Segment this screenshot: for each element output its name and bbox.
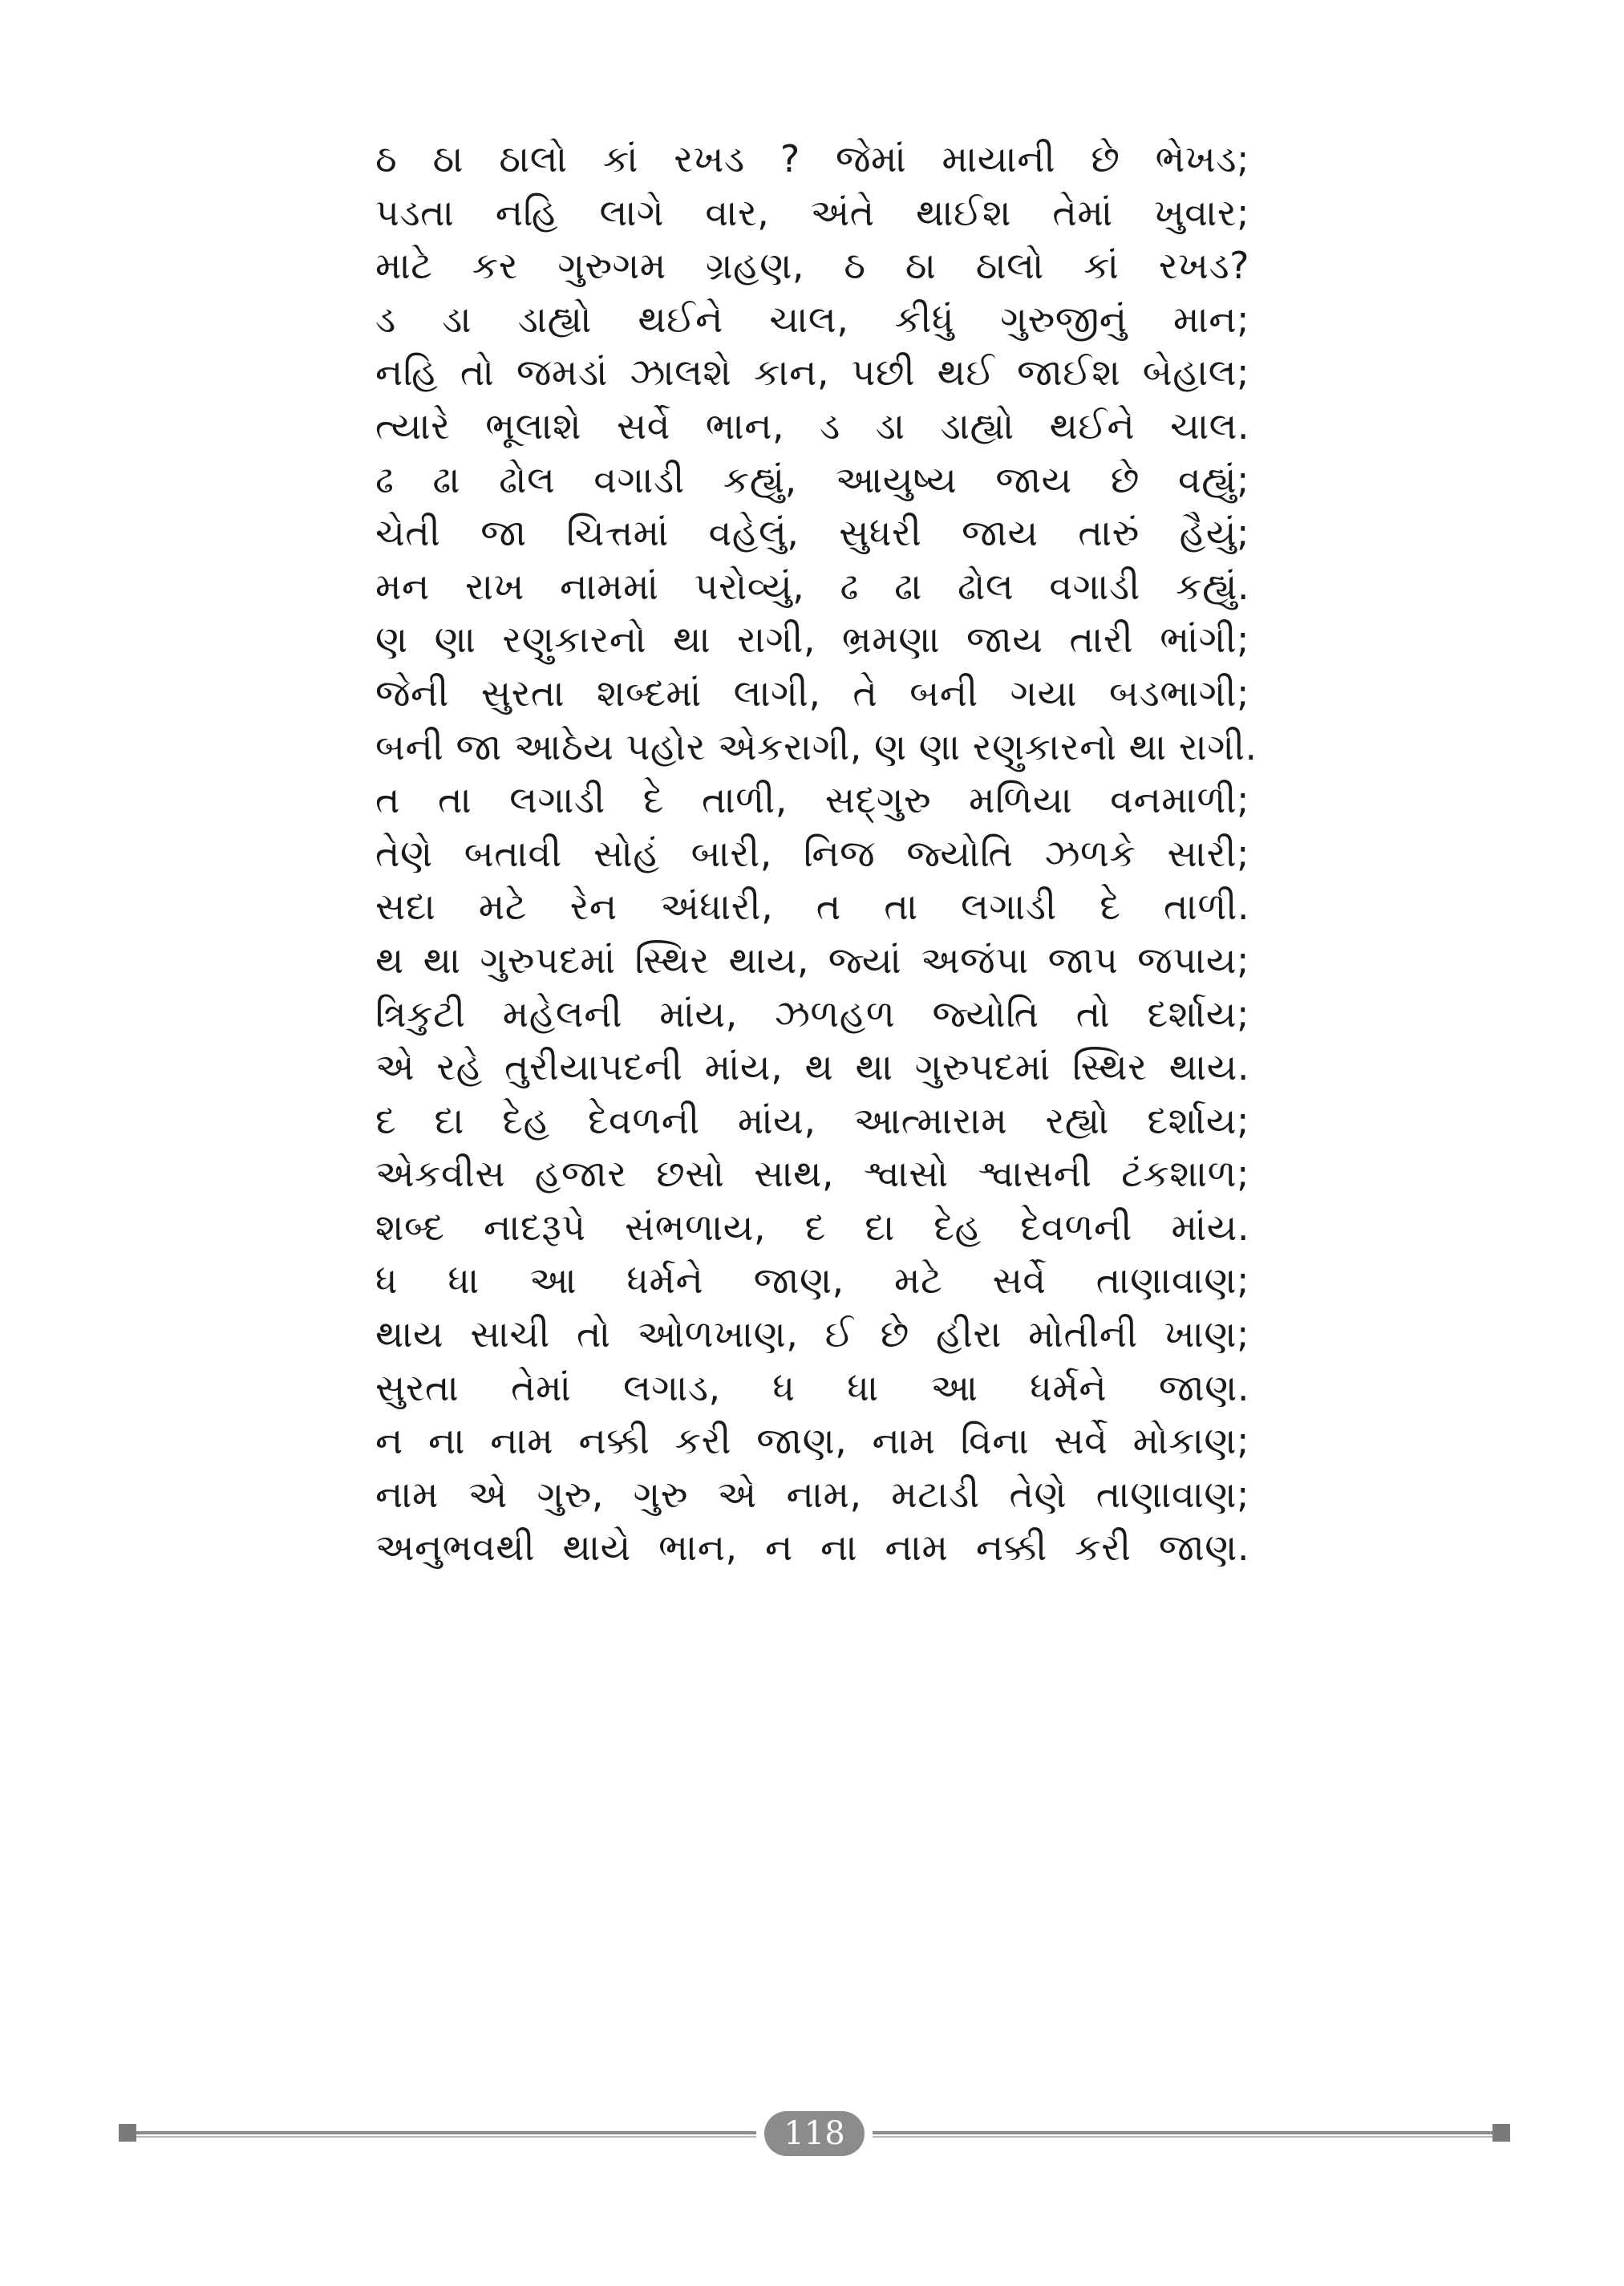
footer-rule-shadow	[136, 2136, 756, 2138]
verse-line: સુરતા તેમાં લગાડ, ધ ધા આ ધર્મને જાણ.	[375, 1365, 1249, 1409]
verse-line: ત્રિકુટી મહેલની માંય, ઝળહળ જ્યોતિ તો દર્શાય;	[375, 991, 1249, 1036]
verse-line: ણ ણા રણુકારનો થા રાગી, ભ્રમણા જાય તારી ભાંગી;	[375, 618, 1249, 662]
verse-line: પડતા નહિ લાગે વાર, અંતે થાઈશ તેમાં ખુવાર;	[375, 190, 1249, 234]
verse-line: થ થા ગુરુપદમાં સ્થિર થાય, જ્યાં અજંપા જાપ જપાય;	[375, 938, 1249, 982]
poem-body	[375, 132, 1257, 1575]
verse-line: ઠ ઠા ઠાલો કાં રખડ ? જેમાં માયાની છે ભેખડ;	[375, 137, 1249, 180]
verse-line: બની જા આઠેય પહોર એકરાગી, ણ ણા રણુકારનો થા રાગી.	[375, 724, 1257, 768]
verse-line: ઢ ઢા ઢોલ વગાડી કહ્યું, આયુષ્ય જાય છે વહ્યું;	[375, 457, 1249, 501]
verse-line: માટે કર ગુરુગમ ગ્રહણ, ઠ ઠા ઠાલો કાં રખડ?	[375, 244, 1249, 288]
page-number: 118	[764, 2111, 865, 2156]
page-footer	[119, 2111, 1510, 2156]
verse-line: એકવીસ હજાર છસો સાથ, શ્વાસો શ્વાસની ટંકશાળ;	[375, 1152, 1249, 1196]
verse-line: અનુભવથી થાયે ભાન, ન ના નામ નક્કી કરી જાણ.	[375, 1526, 1249, 1570]
verse-line: ચેતી જા ચિત્તમાં વહેલું, સુધરી જાય તારું હૈયું;	[375, 511, 1249, 555]
verse-line: સદા મટે રેન અંધારી, ત તા લગાડી દે તાળી.	[375, 885, 1249, 929]
verse-line: જેની સુરતા શબ્દમાં લાગી, તે બની ગયા બડભાગી;	[375, 671, 1249, 715]
footer-rule-line	[136, 2131, 756, 2134]
verse-line: થાય સાચી તો ઓળખાણ, ઈ છે હીરા મોતીની ખાણ;	[375, 1312, 1249, 1356]
verse-line: ત તા લગાડી દે તાળી, સદ્‌ગુરુ મળિયા વનમાળી;	[375, 778, 1249, 822]
verse-line: નહિ તો જમડાં ઝાલશે કાન, પછી થઈ જાઈશ બેહાલ;	[375, 351, 1249, 395]
verse-line: ત્યારે ભૂલાશે સર્વે ભાન, ડ ડા ડાહ્યો થઈને ચાલ.	[375, 403, 1249, 448]
footer-rule-cap-right	[1492, 2124, 1510, 2142]
verse-line: શબ્દ નાદરૂપે સંભળાય, દ દા દેહ દેવળની માંય.	[375, 1205, 1249, 1249]
footer-rule-shadow	[873, 2136, 1492, 2138]
verse-line: તેણે બતાવી સોહં બારી, નિજ જ્યોતિ ઝળકે સારી;	[375, 831, 1249, 875]
verse-line: નામ એ ગુરુ, ગુરુ એ નામ, મટાડી તેણે તાણાવાણ;	[375, 1472, 1249, 1516]
footer-rule-left	[119, 2124, 756, 2142]
footer-rule-line	[873, 2131, 1492, 2134]
verse-line: ડ ડા ડાહ્યો થઈને ચાલ, કીધું ગુરુજીનું માન;	[375, 297, 1249, 341]
verse-line: દ દા દેહ દેવળની માંય, આત્મારામ રહ્યો દર્શાય;	[375, 1098, 1249, 1142]
verse-line: ન ના નામ નક્કી કરી જાણ, નામ વિના સર્વે મોકાણ;	[375, 1419, 1249, 1463]
footer-rule-cap-left	[119, 2124, 136, 2142]
footer-rule-right	[873, 2124, 1510, 2142]
verse-line: એ રહે તુરીયાપદની માંય, થ થા ગુરુપદમાં સ્થિર થાય.	[375, 1045, 1249, 1089]
verse-line: ધ ધા આ ધર્મને જાણ, મટે સર્વે તાણાવાણ;	[375, 1259, 1249, 1303]
verse-line: મન રાખ નામમાં પરોવ્યું, ઢ ઢા ઢોલ વગાડી કહ્યું.	[375, 564, 1249, 608]
